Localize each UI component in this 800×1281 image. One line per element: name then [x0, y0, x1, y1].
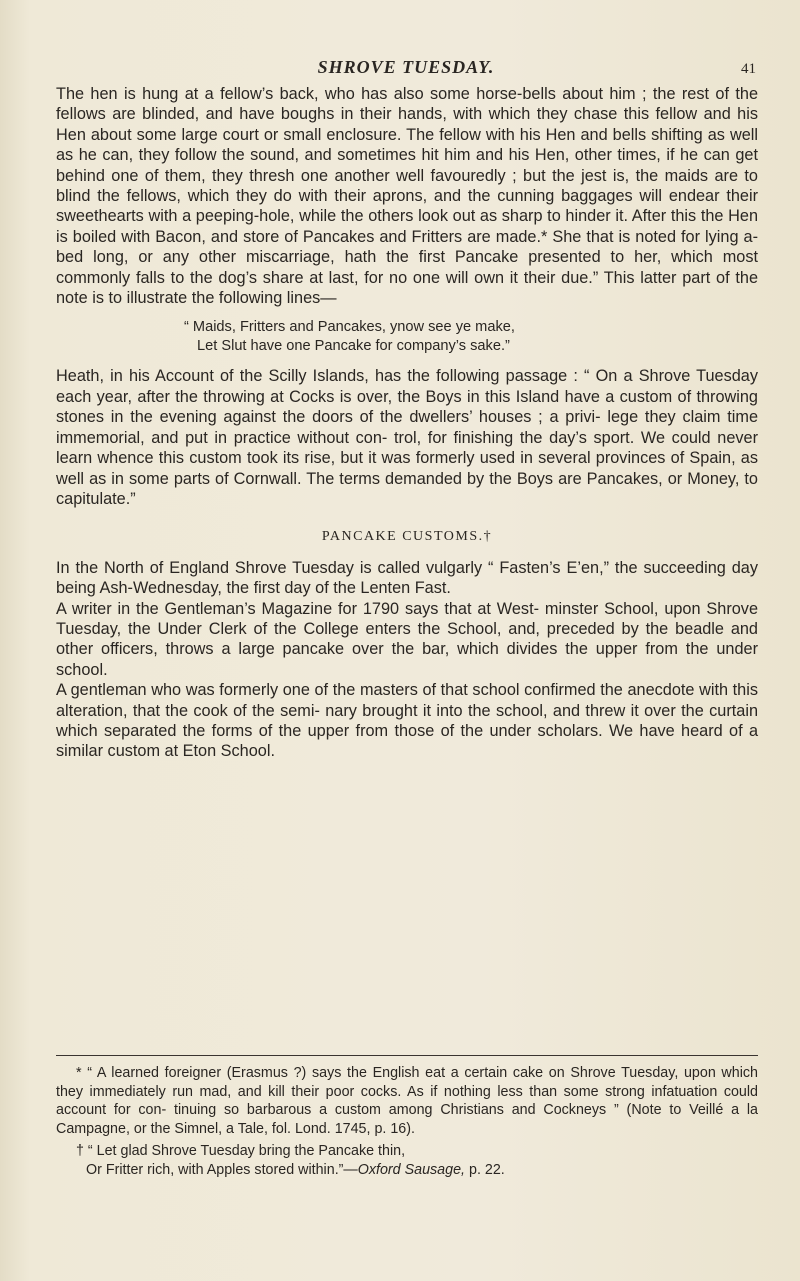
footnote-verse-line: † “ Let glad Shrove Tuesday bring the Pancake thin, [76, 1143, 406, 1160]
footnote-verse-line [56, 1161, 758, 1180]
section-heading: PANCAKE CUSTOMS.† [321, 529, 493, 545]
verse-quote [56, 318, 758, 356]
footnote-source-title: Oxford Sausage, [357, 1161, 466, 1178]
paragraph-westminster: A writer in the Gentleman’s Magazine for 1790 says that at West- minster School, upon Shrove Tuesday, the Under Clerk of the College enters the School, and, preceded by the beadle and other officers, throws a large pancake over the bar, which divides the upper from the under school. [56, 599, 758, 679]
main-text [56, 84, 758, 762]
paragraph-fastens-een: In the North of England Shrove Tuesday is called vulgarly “ Fasten’s E’en,” the succeeding day being Ash-Wednesday, the first day of the Lenten Fast. [56, 558, 758, 598]
paragraph-gentleman: A gentleman who was formerly one of the masters of that school confirmed the anecdote with this alteration, that the cook of the semi- nary brought it into the school, and threw it over the curtain which separated the forms of the upper from those of the under scholars. We have heard of a similar custom at Eton School. [56, 681, 758, 761]
page-header [56, 54, 756, 80]
footnotes [56, 1064, 758, 1180]
footnote-verse-text: Or Fritter rich, with Apples stored within.”— [86, 1161, 358, 1178]
verse-line: “ Maids, Fritters and Pancakes, ynow see ye make, [184, 319, 515, 336]
running-title: SHROVE TUESDAY. [317, 57, 495, 77]
page-number: 41 [741, 61, 756, 77]
paragraph-heath-scilly: Heath, in his Account of the Scilly Islands, has the following passage : “ On a Shrove Tuesday each year, after the throwing at Cocks is over, the Boys in this Island have a custom of throwing stones in the evening against the doors of the dwellers’ houses ; a privi- lege they claim time immemorial, and put in practice without con- trol, for finishing the day’s sport. We could never learn whence this custom took its rise, but it was formerly used in several provinces of Spain, as well as in some parts of Cornwall. The terms demanded by the Boys are Pancakes, or Money, to capitulate.” [56, 367, 758, 508]
footnote-divider [56, 1055, 758, 1056]
footnote-erasmus: * “ A learned foreigner (Erasmus ?) says the English eat a certain cake on Shrove Tuesday, upon which they immediately run mad, and kill their poor cocks. As if nothing less than some strong infatuation could account for con- tinuing so barbarous a custom among Christians and Cockneys ” (Note to Veillé a la Campagne, or the Simnel, a Tale, fol. Lond. 1745, p. 16). [56, 1065, 758, 1137]
verse-line: Let Slut have one Pancake for company’s sake.” [197, 338, 510, 355]
paragraph-hen-game: The hen is hung at a fellow’s back, who has also some horse-bells about him ; the rest of the fellows are blinded, and have boughs in their hands, with which they chase this fellow and his Hen about some large court or small enclosure. The fellow with his Hen and bells shifting as well as he can, they follow the sound, and sometimes hit him and his Hen, other times, if he can get behind one of them, they thresh one another well favouredly ; but the jest is, the maids are to blind the fellows, which they do with their aprons, and the cunning baggages will endear their sweethearts with a peeping-hole, while the others look out as sharp to hinder it. After this the Hen is boiled with Bacon, and store of Pancakes and Fritters are made.* She that is noted for lying a-bed long, or any other miscarriage, hath the first Pancake presented to her, which most commonly falls to the dog’s share at last, for no one will own it their due.” This latter part of the note is to illustrate the following lines— [56, 85, 758, 308]
footnote-source-page: p. 22. [465, 1161, 505, 1178]
